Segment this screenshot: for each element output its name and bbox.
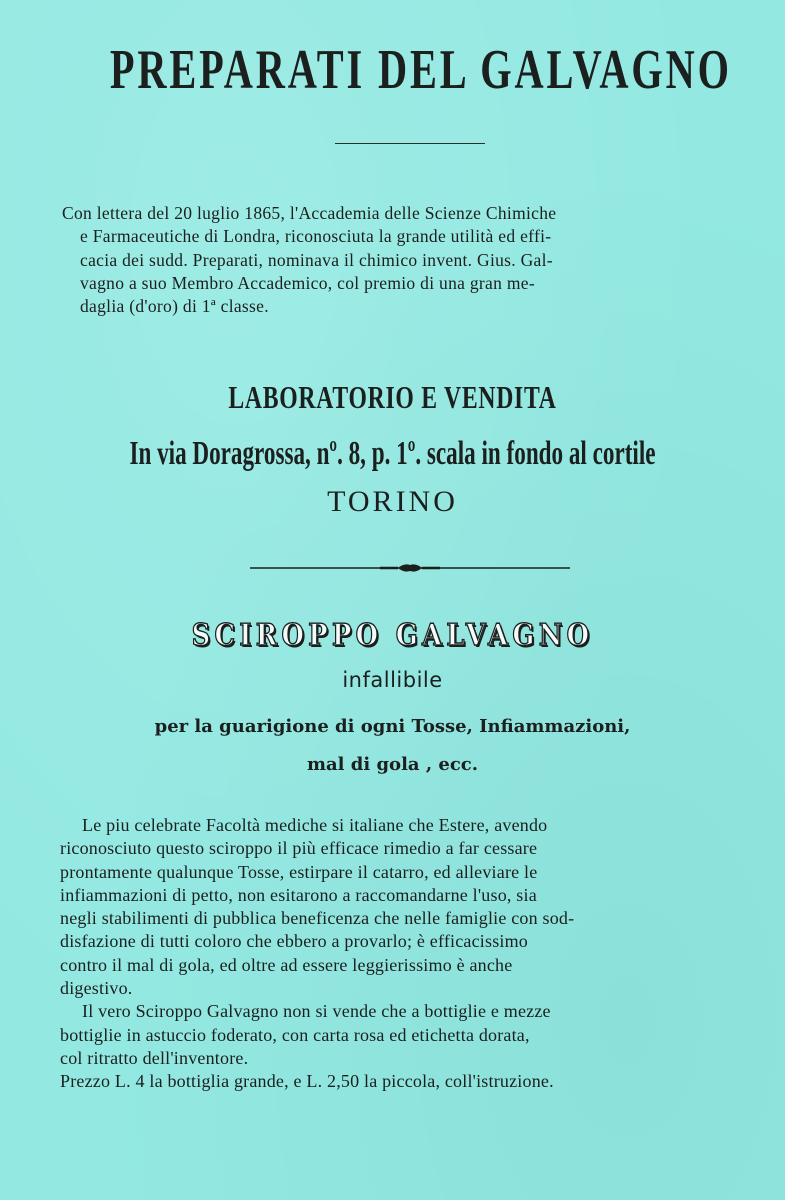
body-paragraph [60, 814, 760, 1094]
laboratory-heading: LABORATORIO E VENDITA [228, 379, 557, 415]
body-line: contro il mal di gola, ed oltre ad essere leggierissimo è anche [60, 954, 513, 975]
body-line: bottiglie in astuccio foderato, con carta rosa ed etichetta dorata, [60, 1024, 530, 1045]
indication-line: per la guarigione di ogni Tosse, Infiammazioni, [154, 716, 631, 737]
body-line: col ritratto dell'inventore. [60, 1047, 249, 1068]
body-line: disfazione di tutti coloro che ebbero a provarlo; è efficacissimo [60, 931, 529, 952]
intro-line: cacia dei sudd. Preparati, nominava il chimico invent. Gius. Gal- [80, 249, 553, 270]
intro-line: Con lettera del 20 luglio 1865, l'Accademia delle Scienze Chimiche [62, 203, 557, 223]
body-line: prontamente qualunque Tosse, estirpare il catarro, ed alleviare le [60, 861, 538, 882]
intro-paragraph [62, 202, 762, 318]
laboratory-address: In via Doragrossa, nº. 8, p. 1º. scala in fondo al cortile [129, 435, 656, 472]
product-name: SCIROPPO GALVAGNO [191, 618, 594, 653]
intro-line: daglia (d'oro) di 1ª classe. [80, 296, 269, 317]
laboratory-city: TORINO [327, 485, 458, 518]
body-line: Prezzo L. 4 la bottiglia grande, e L. 2,50 la piccola, coll'istruzione. [60, 1071, 554, 1092]
body-line: negli stabilimenti di pubblica beneficenza che nelle famiglie con sod- [60, 908, 575, 929]
ornamental-divider [250, 561, 570, 575]
body-line: riconosciuto questo sciroppo il più efficace rimedio a far cessare [60, 838, 538, 859]
body-line: infiammazioni di petto, non esitarono a raccomandarne l'uso, sia [60, 884, 537, 905]
product-tagline: infallibile [342, 668, 443, 692]
intro-line: vagno a suo Membro Accademico, col premio di una gran me- [80, 272, 535, 293]
page-title: PREPARATI DEL GALVAGNO [109, 39, 732, 101]
body-line: Il vero Sciroppo Galvagno non si vende che a bottiglie e mezze [82, 1001, 551, 1022]
product-indication [0, 708, 785, 784]
intro-line: e Farmaceutiche di Londra, riconosciuta la grande utilità ed effi- [80, 226, 552, 247]
body-line: Le piu celebrate Facoltà mediche si italiane che Estere, avendo [82, 815, 548, 835]
body-line: digestivo. [60, 978, 133, 999]
title-divider [335, 143, 485, 144]
indication-line: mal di gola , ecc. [306, 754, 479, 775]
